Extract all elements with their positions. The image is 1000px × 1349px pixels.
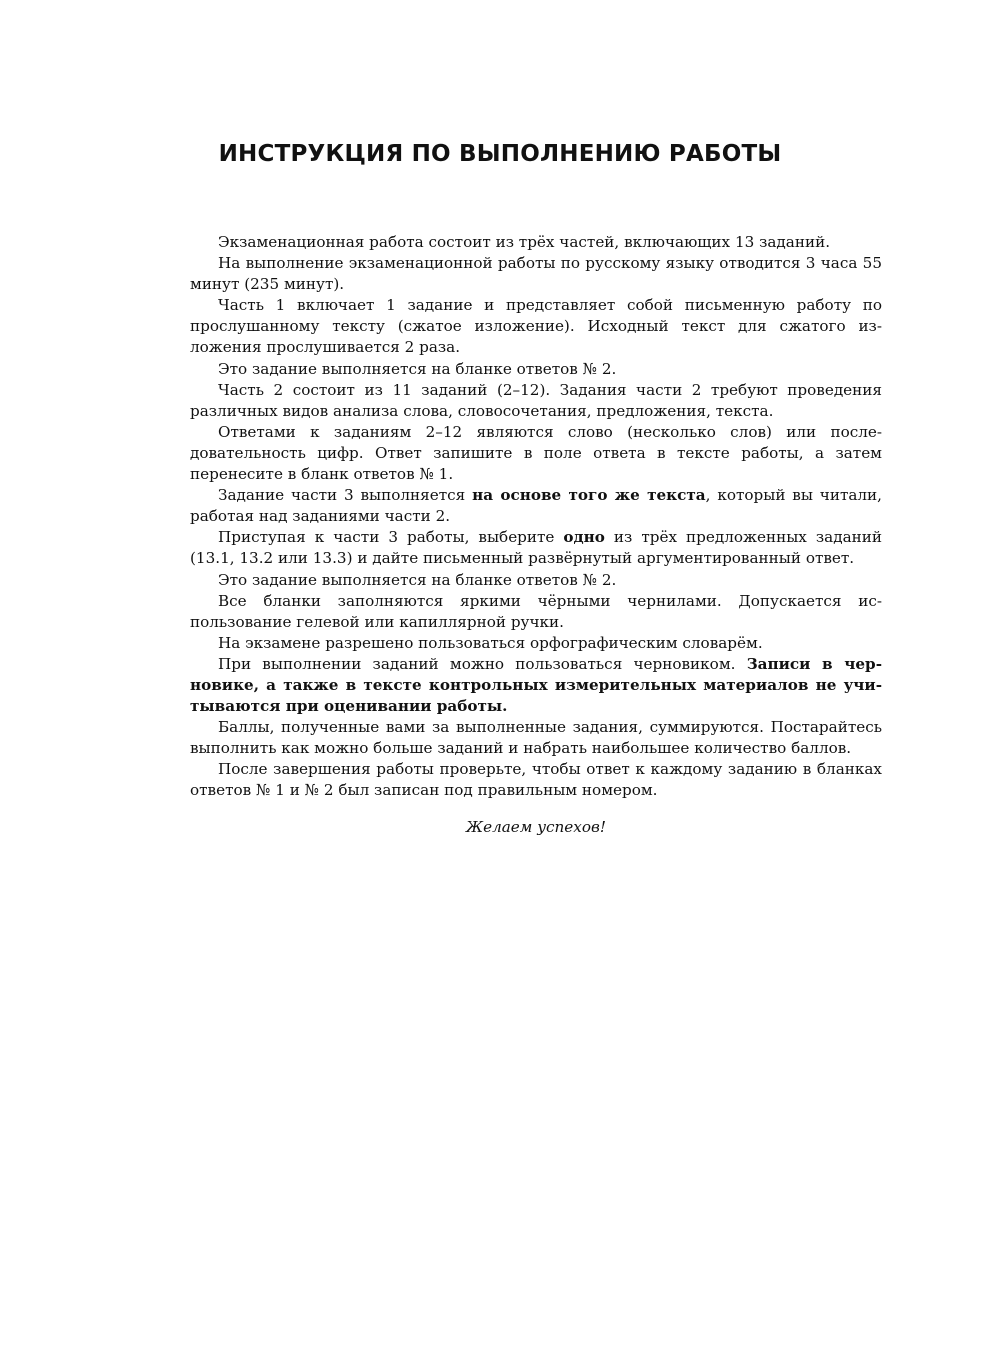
paragraph-7	[190, 485, 882, 527]
paragraph-7-emphasis: на основе того же текста	[472, 486, 706, 505]
paragraph-10: Все бланки заполняются яркими чёрными чернилами. Допускается использование гелевой или капиллярной ручки.	[190, 591, 882, 631]
paragraph-12-start: При выполнении заданий можно пользоваться черновиком.	[218, 654, 747, 673]
paragraph-7-end: , который вы читали, работая над заданиями части 2.	[190, 486, 883, 526]
paragraph-14: После завершения работы проверьте, чтобы ответ к каждому заданию в бланках ответов № 1 и № 2 был записан под правильным номером.	[190, 760, 882, 800]
paragraph-13: Баллы, полученные вами за выполненные задания, суммируются. Постарайтесь выполнить как можно больше заданий и набрать наибольшее количество баллов.	[190, 718, 882, 758]
paragraph-9: Это задание выполняется на бланке ответов № 2.	[218, 570, 617, 589]
paragraph-8	[190, 527, 882, 569]
instructions-body	[190, 232, 882, 838]
paragraph-6: Ответами к заданиям 2–12 являются слово (несколько слов) или последовательность цифр. Ответ запишите в поле ответа в тексте работы, а затем перенесите в бланк ответов № 1.	[190, 422, 882, 484]
paragraph-2: На выполнение экзаменационной работы по русскому языку отводится 3 часа 55 минут (235 минут).	[190, 254, 882, 294]
paragraph-8-end: из трёх предложенных заданий (13.1, 13.2 или 13.3) и дайте письменный развёрнутый аргументированный ответ.	[190, 528, 882, 568]
paragraph-8-start: Приступая к части 3 работы, выберите	[218, 528, 564, 547]
paragraph-4: Это задание выполняется на бланке ответов № 2.	[218, 359, 617, 378]
paragraph-8-emphasis: одно	[563, 528, 605, 547]
closing-wish: Желаем успехов!	[466, 817, 606, 836]
paragraph-12	[190, 654, 882, 717]
page-title: ИНСТРУКЦИЯ ПО ВЫПОЛНЕНИЮ РАБОТЫ	[218, 141, 782, 167]
paragraph-5: Часть 2 состоит из 11 заданий (2–12). Задания части 2 требуют проведения различных видов анализа слова, словосочетания, предложения, текста.	[190, 380, 882, 420]
paragraph-11: На экзамене разрешено пользоваться орфографическим словарём.	[218, 633, 763, 652]
paragraph-12-emphasis: Записи в черновике, а также в тексте контрольных измерительных материалов не учитываются при оценивании работы.	[190, 654, 882, 716]
paragraph-7-start: Задание части 3 выполняется	[218, 486, 473, 505]
paragraph-1: Экзаменационная работа состоит из трёх частей, включающих 13 заданий.	[218, 233, 831, 251]
paragraph-3: Часть 1 включает 1 задание и представляет собой письменную работу по прослушанному тексту (сжатое изложение). Исходный текст для сжатого изложения прослушивается 2 раза.	[190, 296, 882, 357]
